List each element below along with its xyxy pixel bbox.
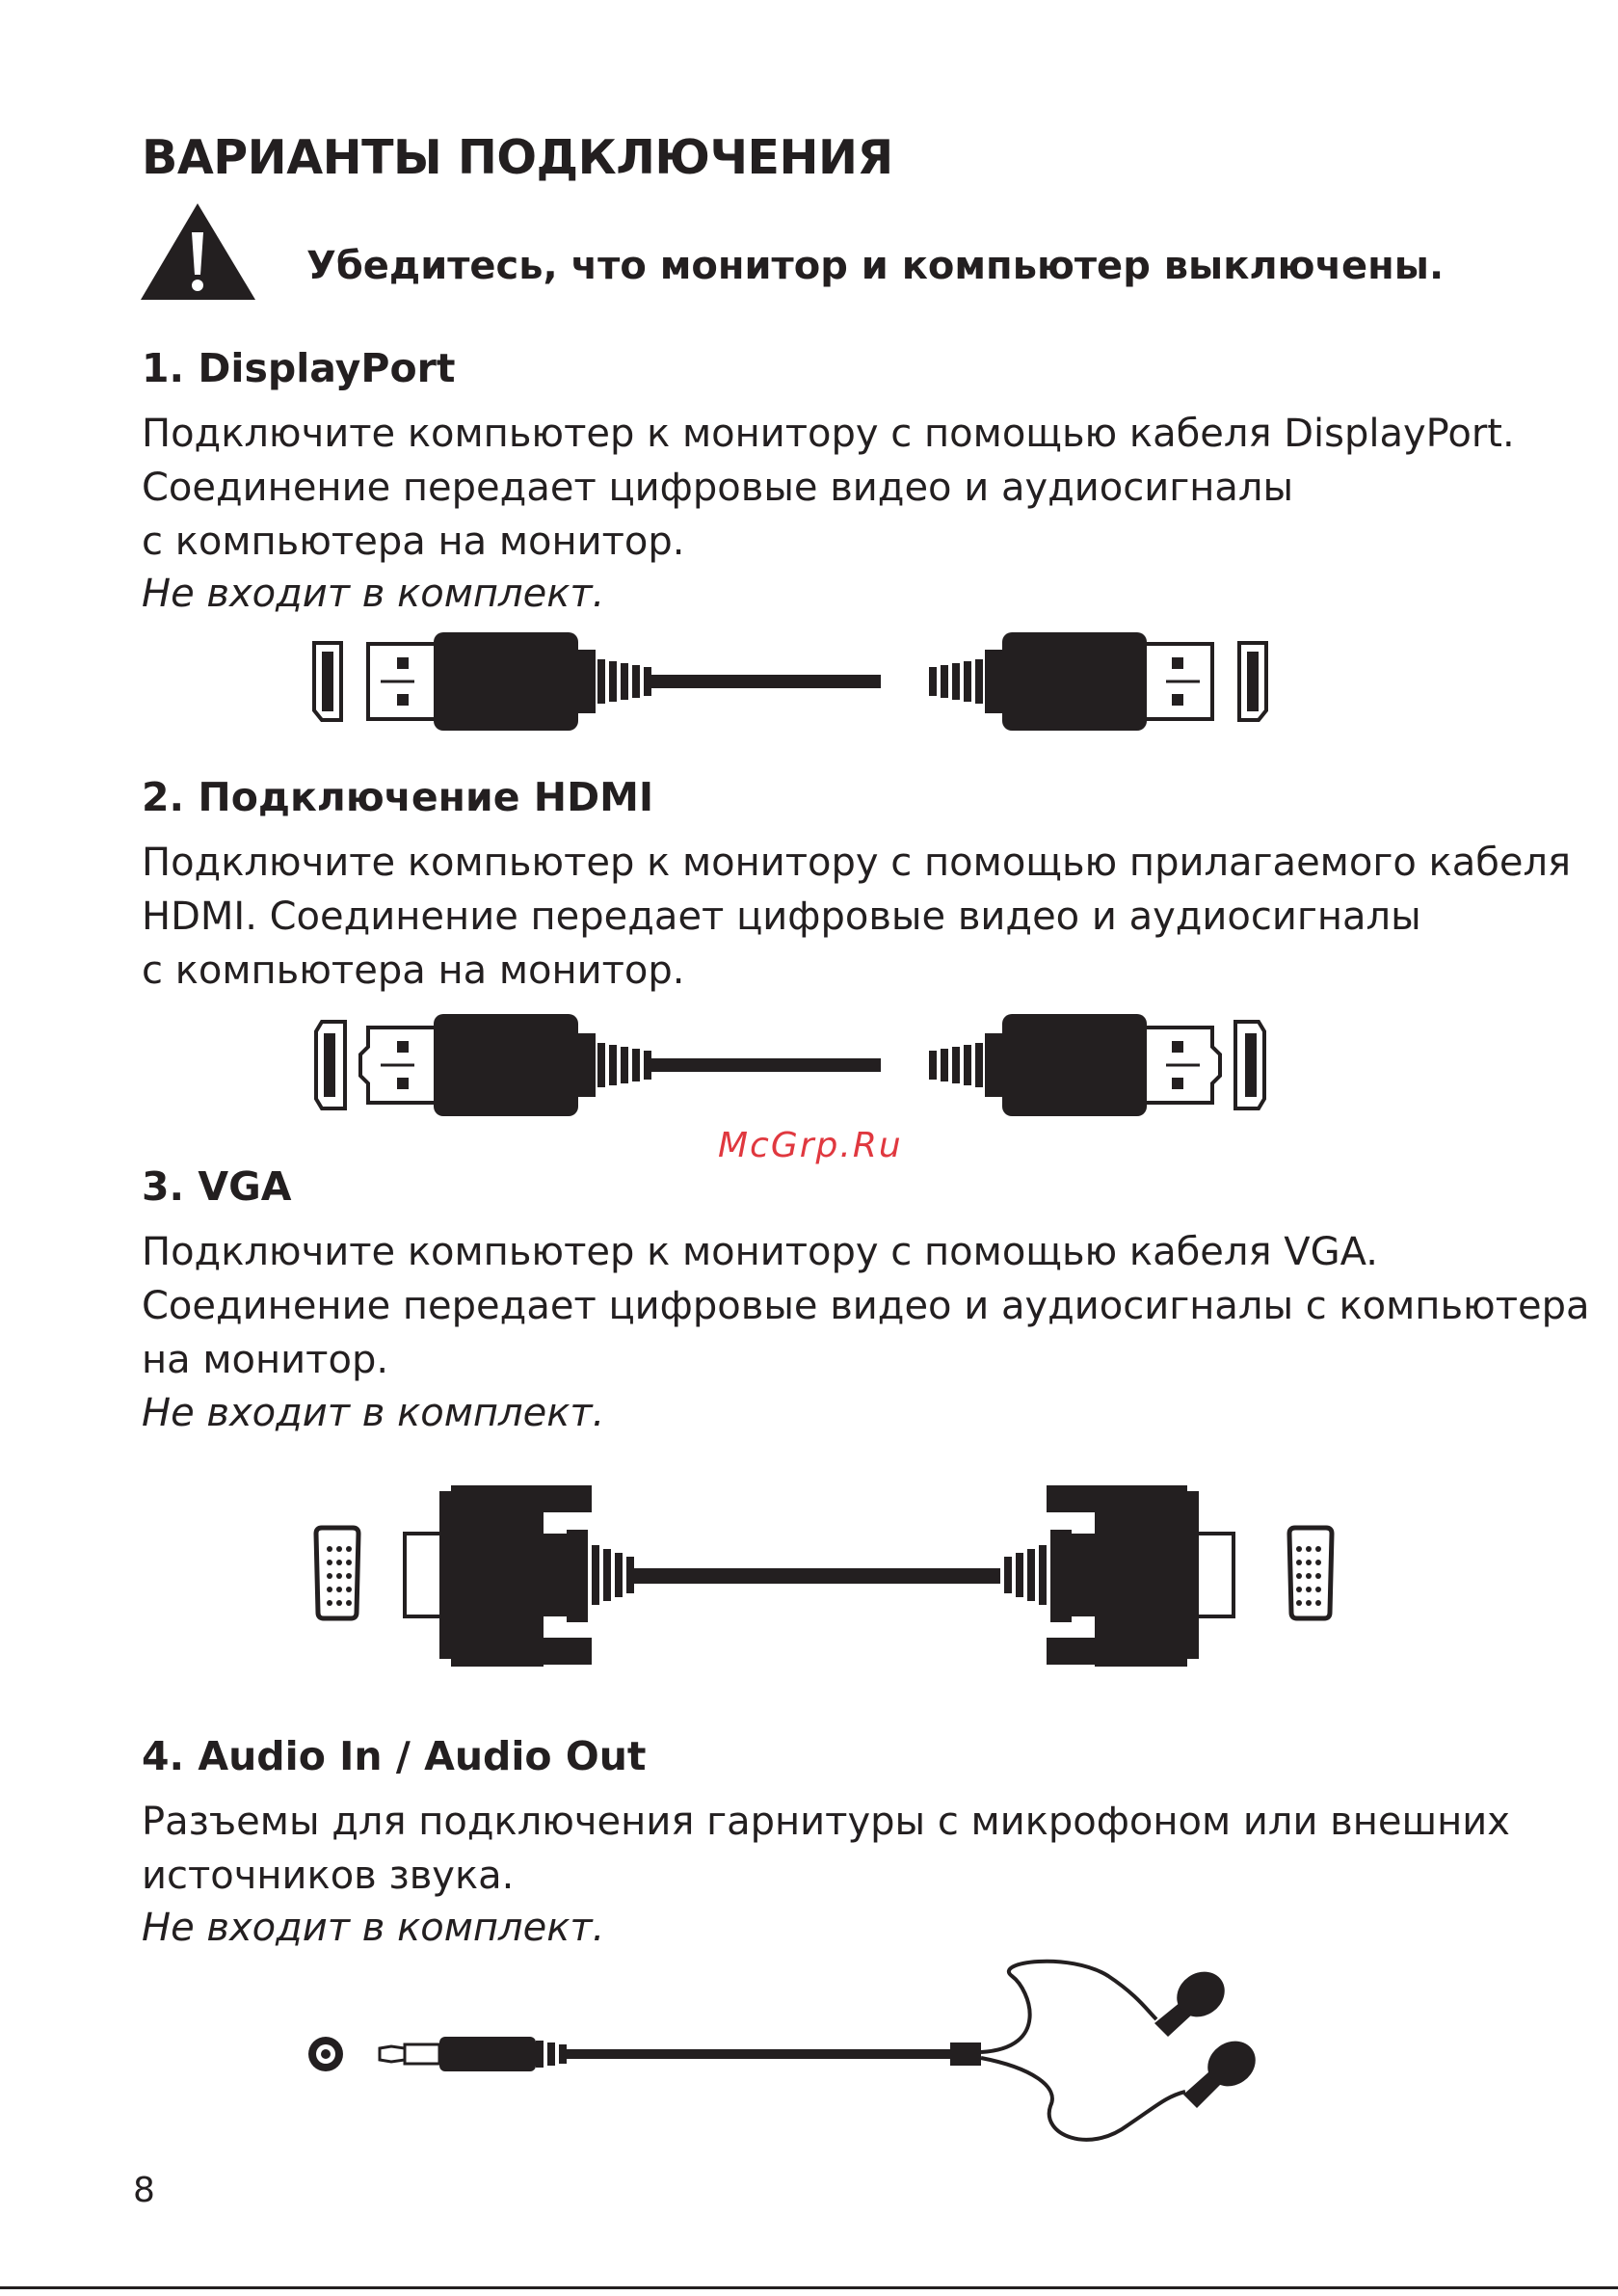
body-line: Соединение передает цифровые видео и аудиосигналы с компьютера <box>142 1284 1590 1328</box>
audio-plug-icon <box>380 2037 567 2071</box>
section-body-vga <box>142 1225 1590 1387</box>
section-title-audio: 4. Audio In / Audio Out <box>142 1733 647 1779</box>
body-line: Подключите компьютер к монитору с помощью прилагаемого кабеля <box>142 841 1572 885</box>
displayport-plug-right <box>929 632 1212 731</box>
cable-splitter <box>950 2042 981 2066</box>
page-number: 8 <box>133 2171 155 2210</box>
vga-port-icon <box>1289 1528 1332 1618</box>
displayport-port-icon <box>1239 643 1266 720</box>
displayport-cable-illustration <box>308 628 1272 734</box>
warning-text: Убедитесь, что монитор и компьютер выключены. <box>306 244 1445 288</box>
body-line: Подключите компьютер к монитору с помощью кабеля VGA. <box>142 1230 1378 1274</box>
section-body-hdmi <box>142 836 1571 998</box>
not-included-note: Не входит в комплект. <box>142 572 605 616</box>
watermark: McGrp.Ru <box>718 1126 903 1165</box>
hdmi-port-icon <box>1235 1022 1264 1108</box>
hdmi-port-icon <box>316 1022 345 1108</box>
section-body-audio <box>142 1795 1510 1903</box>
warning-triangle-icon <box>138 200 258 304</box>
vga-plug-left <box>405 1485 634 1667</box>
displayport-port-icon <box>314 643 341 720</box>
vga-cable-illustration <box>308 1480 1349 1672</box>
bottom-rule <box>0 2286 1618 2289</box>
section-body-displayport <box>142 407 1515 569</box>
section-title-displayport: 1. DisplayPort <box>142 345 456 391</box>
section-title-vga: 3. VGA <box>142 1163 292 1210</box>
earbud-cable <box>981 1962 1156 2052</box>
cable-line <box>651 1058 881 1072</box>
earbud-cable <box>981 2058 1185 2140</box>
body-line: на монитор. <box>142 1338 389 1382</box>
not-included-note: Не входит в комплект. <box>142 1906 605 1950</box>
not-included-note: Не входит в комплект. <box>142 1391 605 1435</box>
body-line: Подключите компьютер к монитору с помощью кабеля DisplayPort. <box>142 412 1515 456</box>
body-line: с компьютера на монитор. <box>142 520 685 564</box>
displayport-plug-left <box>368 632 651 731</box>
cable-line <box>651 675 881 688</box>
audio-headset-illustration <box>299 1952 1359 2145</box>
hdmi-plug-right <box>929 1014 1220 1116</box>
body-line: Разъемы для подключения гарнитуры с микрофоном или внешних <box>142 1800 1510 1844</box>
page-title: ВАРИАНТЫ ПОДКЛЮЧЕНИЯ <box>142 130 893 185</box>
earbud-icon <box>1183 2032 1264 2108</box>
cable-line <box>565 2049 962 2059</box>
earbud-icon <box>1154 1962 1233 2037</box>
section-title-hdmi: 2. Подключение HDMI <box>142 774 654 820</box>
body-line: HDMI. Соединение передает цифровые видео и аудиосигналы <box>142 894 1421 939</box>
audio-jack-port-icon <box>308 2037 343 2071</box>
vga-plug-right <box>1004 1485 1233 1667</box>
hdmi-cable-illustration <box>308 1012 1272 1118</box>
body-line: Соединение передает цифровые видео и аудиосигналы <box>142 466 1294 510</box>
cable-line <box>632 1568 1000 1584</box>
vga-port-icon <box>316 1528 358 1618</box>
body-line: с компьютера на монитор. <box>142 948 685 993</box>
hdmi-plug-left <box>360 1014 651 1116</box>
body-line: источников звука. <box>142 1854 515 1898</box>
